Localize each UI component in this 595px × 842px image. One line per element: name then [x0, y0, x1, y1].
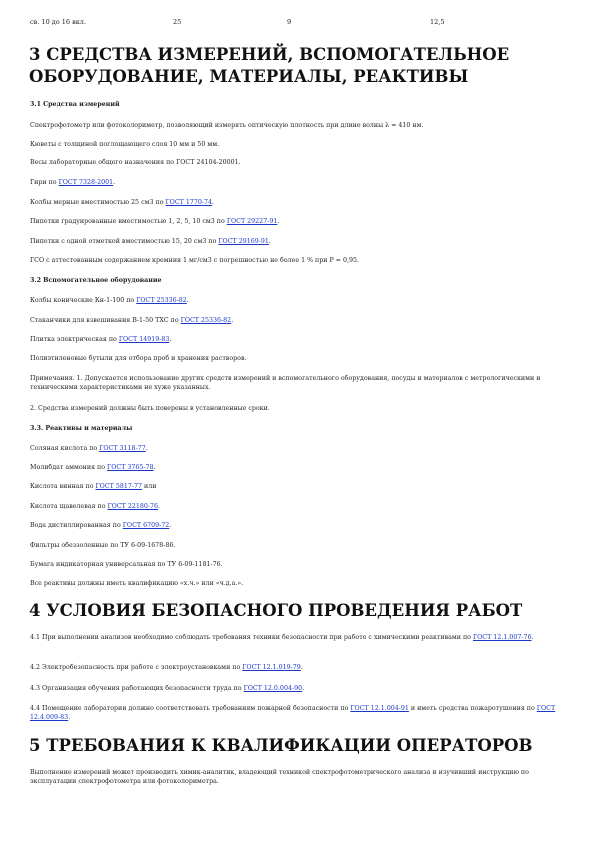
- table-cell: св. 10 до 16 вкл.: [30, 18, 87, 26]
- paragraph: Гири по ГОСТ 7328-2001.: [30, 179, 116, 186]
- gost-link[interactable]: ГОСТ 12.1.007-76: [472, 634, 532, 641]
- section-heading: 4 УСЛОВИЯ БЕЗОПАСНОГО ПРОВЕДЕНИЯ РАБОТ: [29, 601, 523, 620]
- gost-link[interactable]: ГОСТ 5817-77: [95, 483, 143, 490]
- paragraph: Колбы мерные вместимостью 25 см3 по ГОСТ 1770-74.: [30, 199, 215, 206]
- paragraph: Стаканчики для взвешивания В-1-50 ТХС по ГОСТ 25336-82.: [30, 317, 234, 324]
- paragraph: Бумага индикаторная универсальная по ТУ 6-09-1181-76.: [30, 561, 223, 568]
- subsection-heading: 3.3. Реактивы и материалы: [30, 425, 133, 432]
- paragraph: Кислота винная по ГОСТ 5817-77 или: [30, 483, 157, 490]
- paragraph: Все реактивы должны иметь квалификацию «х.ч.» или «ч.д.а.».: [30, 580, 244, 587]
- gost-link[interactable]: ГОСТ 29227-91: [226, 218, 278, 225]
- gost-link[interactable]: ГОСТ 12.4.009-83: [30, 705, 556, 721]
- gost-link[interactable]: ГОСТ 7328-2001: [58, 179, 114, 186]
- table-cell: 12,5: [430, 18, 445, 26]
- gost-link[interactable]: ГОСТ 14919-83: [118, 336, 170, 343]
- paragraph: Пипетки градуированные вместимостью 1, 2, 5, 10 см3 по ГОСТ 29227-91.: [30, 218, 280, 225]
- table-row: [0, 18, 595, 30]
- gost-link[interactable]: ГОСТ 3118-77: [99, 445, 146, 452]
- table-cell: 25: [173, 18, 182, 26]
- paragraph: Спектрофотометр или фотоколориметр, позволяющий измерять оптическую плотность при длине волны λ = 410 нм.: [30, 122, 424, 129]
- subsection-heading: 3.1 Средства измерений: [30, 101, 120, 108]
- paragraph: Молибдат аммония по ГОСТ 3765-78.: [30, 464, 156, 471]
- paragraph: 4.4 Помещение лаборатории должно соответствовать требованиям пожарной безопасности по ГОСТ 12.1.004-91 и иметь средства пожаротушения по ГОСТ 12.4.009-83.: [30, 705, 556, 721]
- paragraph: Соляная кислота по ГОСТ 3118-77.: [30, 445, 148, 452]
- paragraph: Кюветы с толщиной поглощающего слоя 10 мм и 50 мм.: [30, 141, 220, 148]
- note-paragraph: 2. Средства измерений должны быть поверены в установленные сроки.: [30, 405, 270, 412]
- paragraph: Плитка электрическая по ГОСТ 14919-83.: [30, 336, 172, 343]
- section-heading: 5 ТРЕБОВАНИЯ К КВАЛИФИКАЦИИ ОПЕРАТОРОВ: [29, 736, 533, 755]
- paragraph: Фильтры обеззоленные по ТУ 6-09-1678-86.: [30, 542, 176, 549]
- subsection-heading: 3.2 Вспомогательное оборудование: [30, 277, 162, 284]
- gost-link[interactable]: ГОСТ 25336-82: [180, 317, 232, 324]
- gost-link[interactable]: ГОСТ 6709-72: [122, 522, 170, 529]
- section-heading: ОБОРУДОВАНИЕ, МАТЕРИАЛЫ, РЕАКТИВЫ: [29, 67, 469, 86]
- paragraph: 4.1 При выполнении анализов необходимо соблюдать требования техники безопасности при работе с химическими реактивами по ГОСТ 12.1.007-76.: [30, 634, 534, 641]
- gost-link[interactable]: ГОСТ 25336-82: [136, 297, 187, 304]
- section-heading: 3 СРЕДСТВА ИЗМЕРЕНИЙ, ВСПОМОГАТЕЛЬНОЕ: [29, 45, 510, 64]
- paragraph: 4.3 Организация обучения работающих безопасности труда по ГОСТ 12.0.004-90.: [30, 685, 305, 692]
- gost-link[interactable]: ГОСТ 1770-74: [165, 199, 213, 206]
- gost-link[interactable]: ГОСТ 29169-91: [218, 238, 269, 245]
- gost-link[interactable]: ГОСТ 12.1.019-79: [242, 664, 301, 671]
- gost-link[interactable]: ГОСТ 12.1.004-91: [350, 705, 409, 712]
- paragraph: 4.2 Электробезопасность при работе с электроустановками по ГОСТ 12.1.019-79.: [30, 664, 303, 671]
- note-paragraph: Примечания. 1. Допускается использование других средств измерений и вспомогательного оборудования, посуды и материалов с метрологическими и техническими характеристиками не хуже указанных.: [30, 375, 541, 391]
- paragraph: Выполнение измерений может производить химик-аналитик, владеющий техникой спектрофотометрического анализа и изучивший инструкцию по эксплуатации спектрофотометра или фотоколориметра.: [30, 769, 529, 785]
- paragraph: Кислота щавелевая по ГОСТ 22180-76.: [30, 503, 161, 510]
- gost-link[interactable]: ГОСТ 22180-76: [107, 503, 159, 510]
- paragraph: Пипетки с одной отметкой вместимостью 15, 20 см3 по ГОСТ 29169-91.: [30, 238, 271, 245]
- paragraph: Весы лабораторные общего назначения по ГОСТ 24104-20001.: [30, 159, 241, 166]
- paragraph: Колбы конические Кн-1-100 по ГОСТ 25336-82.: [30, 297, 189, 304]
- gost-link[interactable]: ГОСТ 3765-78: [107, 464, 154, 471]
- paragraph: ГСО с аттестованным содержанием кремния 1 мг/см3 с погрешностью не более 1 % при P = 0,95.: [30, 257, 360, 264]
- table-cell: 9: [287, 18, 292, 26]
- paragraph: Полиэтиленовые бутыли для отбора проб и хранения растворов.: [30, 355, 247, 362]
- paragraph: Вода дистиллированная по ГОСТ 6709-72.: [30, 522, 172, 529]
- gost-link[interactable]: ГОСТ 12.0.004-90: [243, 685, 303, 692]
